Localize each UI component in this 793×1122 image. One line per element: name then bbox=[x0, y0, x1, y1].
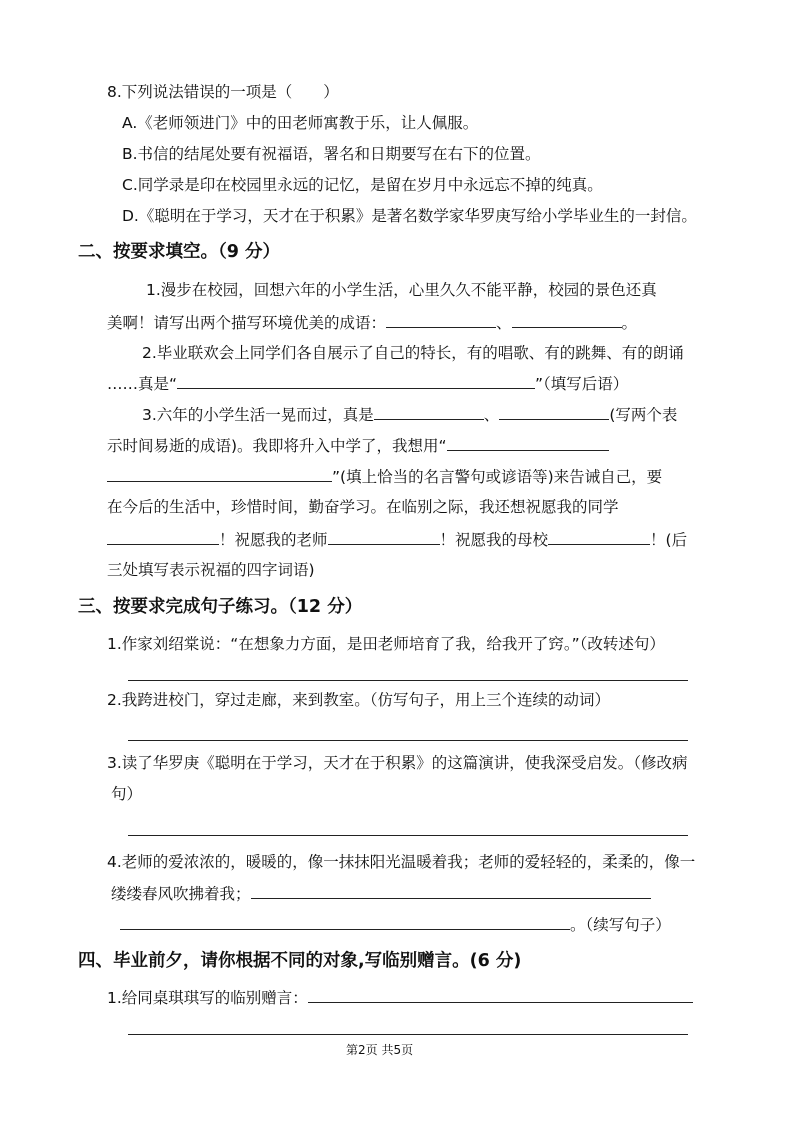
s2-q2-suffix: ”（填写后语） bbox=[535, 375, 629, 393]
s3-q2: 2.我跨进校门，穿过走廊，来到教室。（仿写句子，用上三个连续的动词） bbox=[107, 691, 611, 709]
s3-q4-line3 bbox=[120, 914, 671, 935]
s4-q1-blank[interactable] bbox=[308, 987, 693, 1003]
s3-q3-line2: 句） bbox=[111, 785, 143, 803]
s3-q4-blank-2[interactable] bbox=[120, 914, 570, 930]
s2-q3-quote-blank-a[interactable] bbox=[447, 435, 609, 451]
s2-q1-blank-2[interactable] bbox=[512, 312, 622, 328]
s2-q1-separator: 、 bbox=[496, 314, 512, 332]
q8-option-c: C.同学录是印在校园里永远的记忆，是留在岁月中永远忘不掉的纯真。 bbox=[122, 176, 603, 194]
s2-q3-line5 bbox=[107, 529, 687, 550]
s3-q4-line2 bbox=[111, 883, 651, 904]
s3-q4-blank-1[interactable] bbox=[251, 883, 651, 899]
page-number: 第2页 共5页 bbox=[346, 1043, 414, 1057]
s2-q1-prompt: 美啊！请写出两个描写环境优美的成语： bbox=[107, 314, 387, 332]
s2-q2-line2 bbox=[107, 373, 628, 394]
section4-title: 四、毕业前夕，请你根据不同的对象,写临别赠言。(6 分) bbox=[78, 951, 522, 971]
s2-q3-wish-blank-classmate[interactable] bbox=[107, 529, 219, 545]
s2-q3-wish-school-label: ！祝愿我的母校 bbox=[439, 531, 549, 549]
s3-q4-line1: 4.老师的爱浓浓的，暖暖的，像一抹抹阳光温暖着我；老师的爱轻轻的，柔柔的，像一 bbox=[107, 853, 696, 871]
s2-q3-wish-blank-school[interactable] bbox=[548, 529, 650, 545]
s2-q2-blank[interactable] bbox=[177, 373, 535, 389]
s3-q1: 1.作家刘绍棠说：“在想象力方面，是田老师培育了我，给我开了窍。”（改转述句） bbox=[107, 635, 665, 653]
s2-q3-line5-end: ！(后 bbox=[650, 531, 688, 549]
section3-title: 三、按要求完成句子练习。（12 分） bbox=[78, 597, 363, 617]
s2-q3-line2-text: 示时间易逝的成语)。我即将升入中学了，我想用“ bbox=[107, 437, 447, 455]
s2-q3-wish-blank-teacher[interactable] bbox=[328, 529, 440, 545]
q8-option-a: A.《老师领进门》中的田老师寓教于乐，让人佩服。 bbox=[122, 114, 479, 132]
q8-option-b: B.书信的结尾处要有祝福语，署名和日期要写在右下的位置。 bbox=[122, 145, 541, 163]
s3-q4-line3-text: 。（续写句子） bbox=[570, 916, 671, 934]
s4-q1-answer-line[interactable] bbox=[128, 1034, 688, 1035]
s2-q3-quote-blank-b[interactable] bbox=[107, 466, 332, 482]
s2-q1-end: 。 bbox=[621, 314, 638, 332]
s2-q1-line1: 1.漫步在校园，回想六年的小学生活，心里久久不能平静，校园的景色还真 bbox=[146, 281, 657, 299]
s2-q3-prefix: 3.六年的小学生活一晃而过，真是 bbox=[142, 406, 374, 424]
s2-q3-suffix: (写两个表 bbox=[609, 406, 678, 424]
s3-q2-answer-line[interactable] bbox=[128, 740, 688, 741]
s2-q1-line2 bbox=[107, 312, 637, 333]
s2-q2-line1: 2.毕业联欢会上同学们各自展示了自己的特长，有的唱歌、有的跳舞、有的朗诵 bbox=[142, 344, 684, 362]
s4-q1 bbox=[107, 987, 693, 1008]
s4-q1-prompt: 1.给同桌琪琪写的临别赠言： bbox=[107, 989, 308, 1007]
s2-q3-line6: 三处填写表示祝福的四字词语) bbox=[107, 561, 315, 579]
s3-q3-line1: 3.读了华罗庚《聪明在于学习，天才在于积累》的这篇演讲，使我深受启发。（修改病 bbox=[107, 754, 688, 772]
s3-q1-answer-line[interactable] bbox=[128, 680, 688, 681]
s3-q4-line2-text: 缕缕春风吹拂着我； bbox=[111, 885, 251, 903]
s2-q3-line1 bbox=[142, 404, 677, 425]
s2-q3-line3 bbox=[107, 466, 662, 487]
q8-stem: 8.下列说法错误的一项是（ ） bbox=[107, 83, 339, 101]
section2-title: 二、按要求填空。（9 分） bbox=[78, 242, 281, 262]
q8-option-d: D.《聪明在于学习，天才在于积累》是著名数学家华罗庚写给小学毕业生的一封信。 bbox=[122, 207, 697, 225]
s2-q2-prefix: ……真是“ bbox=[107, 375, 178, 393]
s2-q3-wish-teacher-label: ！祝愿我的老师 bbox=[219, 531, 328, 549]
s2-q3-line4: 在今后的生活中，珍惜时间，勤奋学习。在临别之际，我还想祝愿我的同学 bbox=[107, 498, 619, 516]
s2-q3-line3-text: ”(填上恰当的名言警句或谚语等)来告诫自己，要 bbox=[332, 468, 663, 486]
s2-q3-blank-2[interactable] bbox=[499, 404, 609, 420]
s2-q3-line2 bbox=[107, 435, 609, 456]
s3-q3-answer-line[interactable] bbox=[128, 835, 688, 836]
s2-q1-blank-1[interactable] bbox=[386, 312, 496, 328]
s2-q3-separator: 、 bbox=[483, 406, 500, 424]
s2-q3-blank-1[interactable] bbox=[374, 404, 484, 420]
